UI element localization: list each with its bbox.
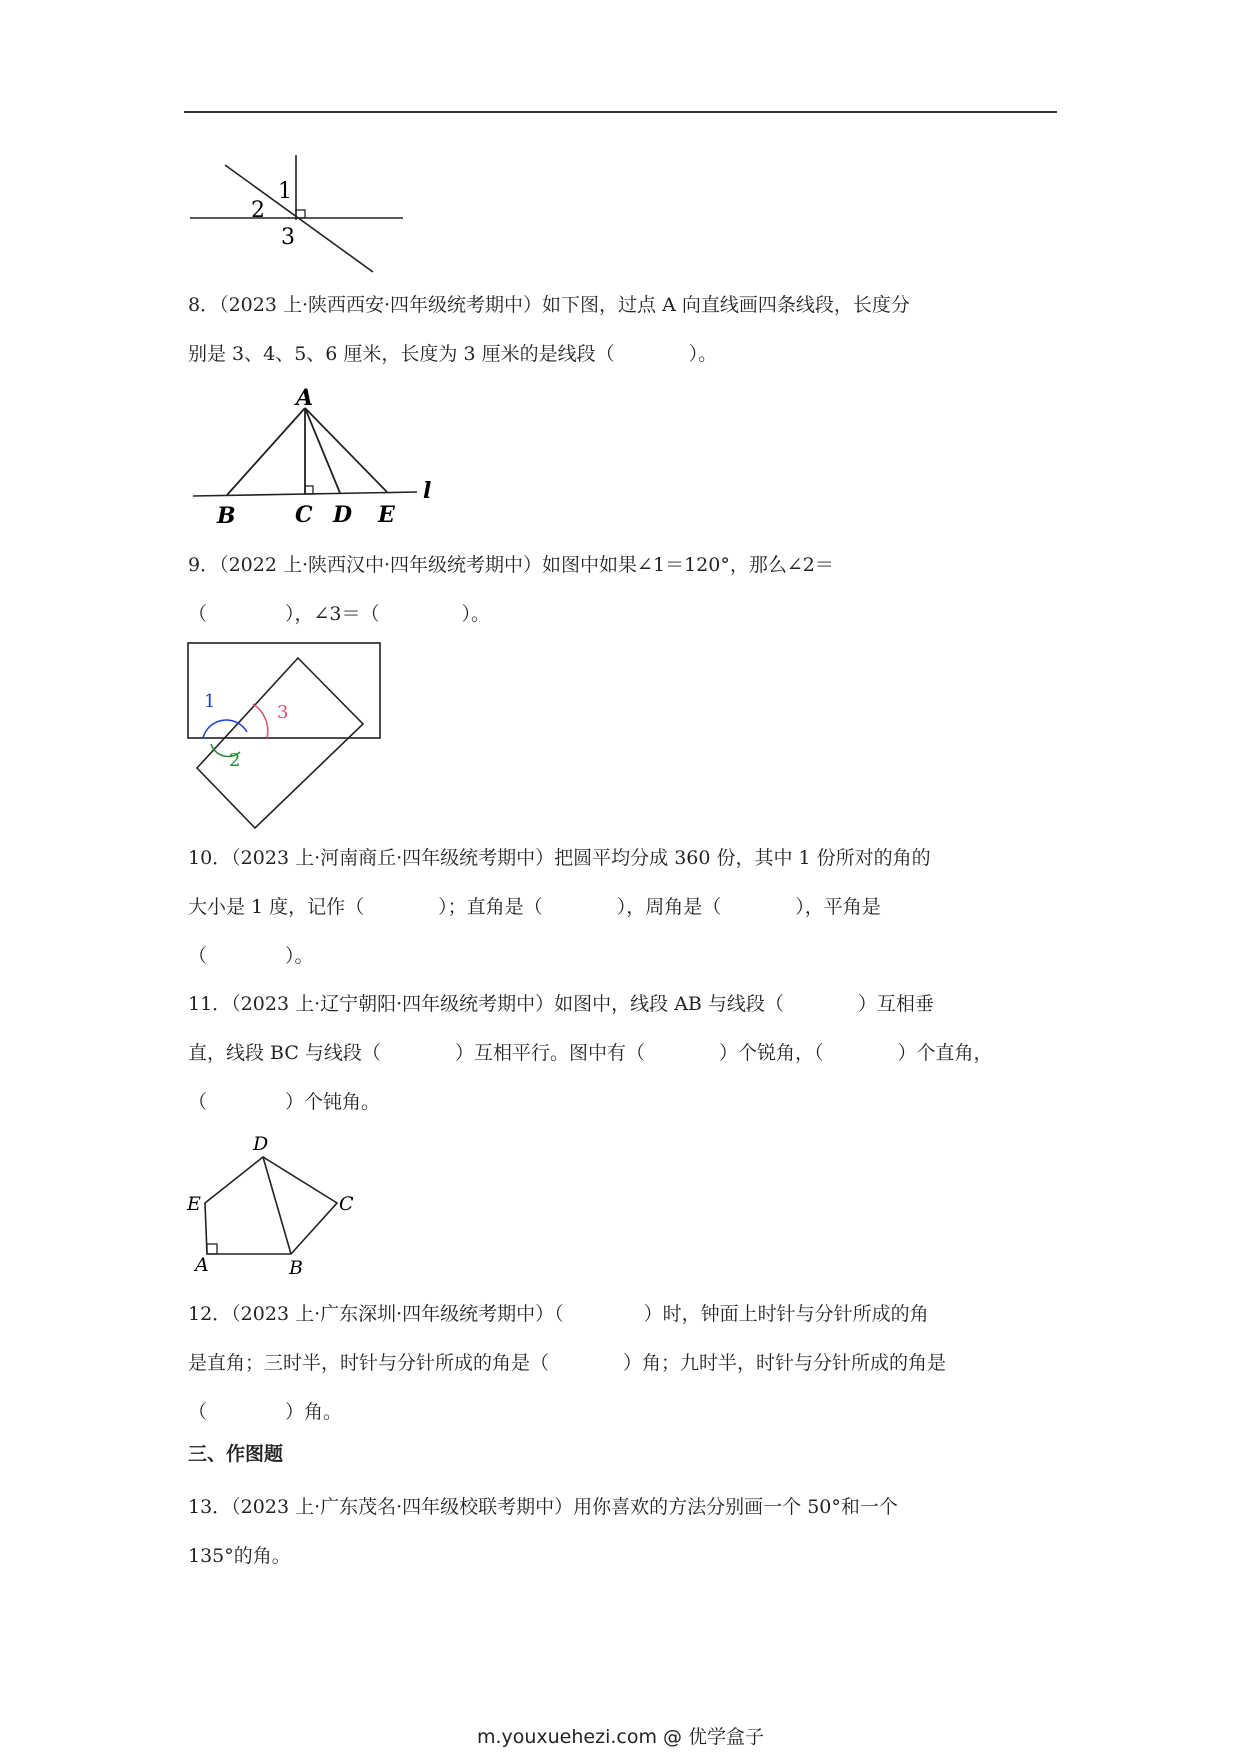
question-11 <box>188 980 1058 1127</box>
header-rule <box>184 111 1057 113</box>
q8-segment-AE <box>305 408 387 492</box>
q8-label-C: C <box>295 502 313 528</box>
question-10 <box>188 834 1058 981</box>
section-heading: 三、作图题 <box>188 1443 284 1465</box>
q9-text: ），∠3＝（ <box>285 603 380 625</box>
q12-text: 是直角；三时半，时针与分针所成的角是（ <box>188 1352 550 1374</box>
question-13 <box>188 1483 1058 1581</box>
q11-figure <box>185 1130 365 1280</box>
q10-text: ）；直角是（ <box>438 896 543 918</box>
q8-line-1: 8．（2023 上·陕西西安·四年级统考期中）如下图，过点 A 向直线画四条线段，长度分 <box>188 294 910 316</box>
q8-text: ）。 <box>688 343 718 365</box>
q9-line-1: 9．（2022 上·陕西汉中·四年级统考期中）如图中如果∠1＝120°，那么∠2＝ <box>188 554 834 576</box>
q8-label-E: E <box>378 502 395 528</box>
q12-line-3 <box>188 1388 1058 1437</box>
question-12 <box>188 1290 1058 1437</box>
q9-rectangle <box>188 643 380 738</box>
q12-text: 12．（2023 上·广东深圳·四年级统考期中）（ <box>188 1303 564 1325</box>
q12-text: （ <box>188 1401 208 1423</box>
question-8 <box>188 281 1058 379</box>
q9-text: （ <box>188 603 208 625</box>
q11-text: ）个锐角，（ <box>718 1042 824 1064</box>
q11-label-E: E <box>187 1193 201 1215</box>
q11-text: （ <box>188 1091 208 1113</box>
q11-label-D: D <box>253 1133 269 1155</box>
q8-label-B: B <box>217 503 236 528</box>
q13-line-2: 135°的角。 <box>188 1545 291 1567</box>
q9-tilted-rectangle <box>197 658 363 828</box>
q8-segment-AB <box>227 408 305 495</box>
q12-text: ）时，钟面上时针与分针所成的角 <box>643 1303 929 1325</box>
q9-label-1: 1 <box>204 691 216 712</box>
q11-pentagon <box>205 1157 337 1254</box>
q8-label-A: A <box>296 388 314 411</box>
q10-text: ），平角是 <box>795 896 881 918</box>
q8-right-angle-mark <box>305 486 313 494</box>
q8-text: 别是 3、4、5、6 厘米，长度为 3 厘米的是线段（ <box>188 343 615 365</box>
q10-line-1: 10．（2023 上·河南商丘·四年级统考期中）把圆平均分成 360 份，其中 1 份所对的角的 <box>188 847 931 869</box>
q8-line-2 <box>188 330 1058 379</box>
q9-figure <box>185 640 385 830</box>
q9-angle-1-arc <box>203 720 247 738</box>
q11-text: ）个钝角。 <box>285 1091 381 1113</box>
q12-text: ）角；九时半，时针与分针所成的角是 <box>623 1352 947 1374</box>
q11-line-2 <box>188 1029 1058 1078</box>
q11-label-C: C <box>339 1193 354 1215</box>
q9-label-2: 2 <box>229 750 241 771</box>
q12-line-2 <box>188 1339 1058 1388</box>
q11-line-1 <box>188 980 1058 1029</box>
question-9 <box>188 541 1058 639</box>
q11-label-B: B <box>289 1257 303 1279</box>
footer-watermark: m.youxuehezi.com @ 优学盒子 <box>476 1726 765 1748</box>
q11-text: ）个直角， <box>897 1042 993 1064</box>
q11-right-angle-mark <box>207 1244 217 1254</box>
q7-label-3: 3 <box>281 225 295 250</box>
q13-line-1: 13．（2023 上·广东茂名·四年级校联考期中）用你喜欢的方法分别画一个 50°和一个 <box>188 1496 898 1518</box>
q12-line-1 <box>188 1290 1058 1339</box>
q11-text: 直，线段 BC 与线段（ <box>188 1042 381 1064</box>
q10-text: ），周角是（ <box>616 896 722 918</box>
q10-line-2 <box>188 883 1058 932</box>
q10-text: （ <box>188 945 208 967</box>
q8-figure <box>185 388 435 528</box>
q7-figure <box>185 150 415 280</box>
q11-line-3 <box>188 1078 1058 1127</box>
q8-label-l: l <box>423 478 432 504</box>
q11-text: ）互相垂 <box>857 993 934 1015</box>
q8-label-D: D <box>333 502 353 528</box>
q7-label-1: 1 <box>278 179 292 204</box>
q9-line-2 <box>188 590 1058 639</box>
q10-line-3 <box>188 932 1058 981</box>
q7-label-2: 2 <box>251 198 265 223</box>
q9-label-3: 3 <box>277 702 289 723</box>
q11-label-A: A <box>195 1254 209 1276</box>
q8-segment-AD <box>305 408 340 493</box>
q11-text: 11．（2023 上·辽宁朝阳·四年级统考期中）如图中，线段 AB 与线段（ <box>188 993 784 1015</box>
q11-text: ）互相平行。图中有（ <box>454 1042 645 1064</box>
q10-text: ）。 <box>285 945 314 967</box>
q9-text: ）。 <box>461 603 491 625</box>
q9-angle-3-arc <box>253 704 268 738</box>
q12-text: ）角。 <box>285 1401 343 1423</box>
q10-text: 大小是 1 度，记作（ <box>188 896 365 918</box>
